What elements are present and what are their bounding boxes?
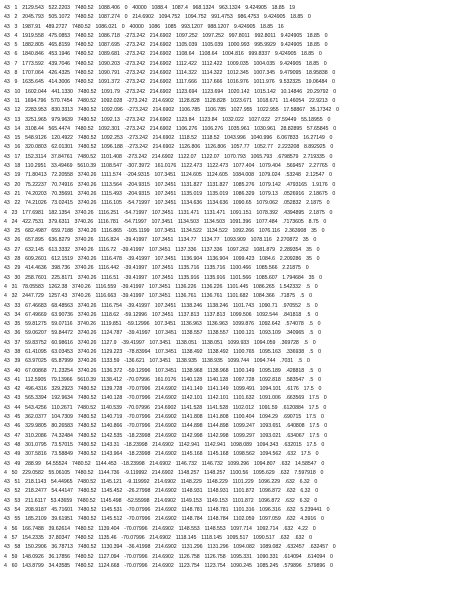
table-row: 43 46 329.9805 80.26583 7480.52 1140.866 -70.07996 214.6902 1144.898 1144.898 1099.247 1093.651 .640808 17.5 0 bbox=[4, 423, 328, 430]
table-row: 43 30 258.7601 225.8171 3740.26 1116.51 -39.41997 107.3451 1135.916 1135.916 1101.566 1085.607 1.794684 35 0 bbox=[4, 274, 323, 281]
table-row: 43 3 1987.91 489.2727 7480.52 1086.021 0 40000 1086 1085 993.1207 988.1207 9.424905 18.85 16 bbox=[4, 23, 284, 30]
table-row: 43 26 657.895 636.8279 3740.26 1116.824 -39.41997 107.3451 1134.77 1134.77 1093.909 1078.116 2.270872 35 0 bbox=[4, 237, 317, 244]
table-row: 43 39 63.97025 65.87999 3740.26 1133.59 -136.621 107.3451 1138.935 1138.935 1099.744 1094.744 .7031 .5 0 bbox=[4, 358, 310, 365]
table-row: 43 54 208.9187 45.71601 7480.52 1145.531 -70.07996 214.6902 1148.781 1148.781 1101.316 1096.316 .632 5.239441 0 bbox=[4, 507, 330, 514]
table-row: 43 38 61.41095 63.03453 3740.26 1129.223 -78.83994 107.3451 1138.492 1138.492 1100.765 1095.163 .336938 .5 0 bbox=[4, 348, 321, 355]
table-row: 43 16 320.0803 62.01301 7480.52 1096.188 -273.242 214.6902 1126.806 1126.806 1057.77 1052.77 2.223208 8.892925 0 bbox=[4, 144, 334, 151]
table-row: 43 37 59.83752 60.98616 3740.26 1127.9 -39.41997 107.3451 1138.051 1138.051 1099.933 1094.059 .369728 .5 0 bbox=[4, 339, 316, 346]
table-row: 43 28 609.2601 612.1519 3740.26 1116.478 -39.41997 107.3451 1136.904 1136.904 1099.423 1084.6 2.209286 35 0 bbox=[4, 256, 320, 263]
table-row: 43 8 1707.064 426.4325 7480.52 1090.791 -273.242 214.6902 1114.322 1114.322 1012.345 1007.345 9.479095 18.95838 0 bbox=[4, 70, 336, 77]
table-row: 43 40 67.00868 71.23254 3740.26 1136.372 -59.12996 107.3451 1138.968 1138.968 1100.149 1095.189 .428818 .5 0 bbox=[4, 367, 321, 374]
table-row: 43 25 682.4987 659.7188 3740.26 1116.865 -105.1199 107.3451 1134.522 1134.522 1092.266 1076.116 2.363908 35 0 bbox=[4, 228, 325, 235]
table-row: 43 4 1919.558 475.0853 7480.52 1086.718 -273.242 214.6902 1097.252 1097.252 997.8011 992.8011 9.424905 18.85 0 bbox=[4, 32, 328, 39]
table-row: 43 53 211.6117 53.43659 7480.52 1145.498 -52.55998 214.6902 1149.153 1149.153 1101.872 1096.872 .632 6.32 0 bbox=[4, 497, 318, 504]
table-row: 43 49 288.99 64.55524 7480.52 1144.453 -18.23998 214.6902 1146.732 1146.732 1099.296 1094.807 .632 14.58547 0 bbox=[4, 460, 325, 467]
table-row: 43 55 185.2109 39.61951 7480.52 1145.512 -70.07996 214.6902 1148.784 1148.784 1102.059 1097.059 .632 4.3916 0 bbox=[4, 516, 324, 523]
table-row: 43 18 110.2951 33.49469 5610.39 1108.547 -307.3972 161.0176 1122.473 1122.473 1077.404 1079.404 .569457 2.27765 0 bbox=[4, 163, 336, 170]
table-row: 43 44 543.4256 110.2671 7480.52 1140.539 -70.07996 214.6902 1141.528 1141.528 1102.012 1091.59 .6120884 17.5 0 bbox=[4, 404, 327, 411]
table-row: 43 35 59.81275 59.07116 3740.26 1119.851 -59.12996 107.3451 1136.963 1136.963 1099.876 1092.642 .574078 .5 0 bbox=[4, 321, 321, 328]
table-row: 43 36 59.06207 59.84472 3740.26 1124.787 -39.41997 107.3451 1138.557 1138.557 1100.121 1093.109 .340965 .5 0 bbox=[4, 330, 321, 337]
table-row: 43 33 67.46683 68.48563 3740.26 1116.754 -39.41997 107.3451 1138.246 1138.246 1101.743 1090.71 .970552 .5 0 bbox=[4, 302, 318, 309]
table-row: 4 50 229.0582 55.06105 7480.52 1144.736 -9.119992 214.6902 1148.257 1148.257 1100.56 1095.629 .632 7.597918 0 bbox=[4, 469, 324, 476]
table-row: 43 22 74.21026 73.02415 3740.26 1116.105 -54.71997 107.3451 1134.636 1134.636 1090.65 1079.062 .052832 2.1875 0 bbox=[4, 200, 330, 207]
table-row: 43 34 67.49669 63.90736 3740.26 1118.62 -59.12996 107.3451 1137.813 1137.813 1099.506 1092.544 .841818 .5 0 bbox=[4, 311, 319, 318]
table-row: 43 10 1602.044 441.1330 7480.52 1091.79 -273.242 214.6902 1123.694 1123.694 1020.142 1015.142 10.14846 20.29792 0 bbox=[4, 88, 337, 95]
table-row: 4 32 2447.729 1257.43 3740.26 1116.663 -39.41997 107.3451 1136.761 1136.761 1101.682 1084.366 .71875 .5 0 bbox=[4, 293, 312, 300]
table-row: 43 19 71.80413 72.20558 3740.26 1111.574 -204.9315 107.3451 1124.605 1124.605 1084.008 1079.024 .53248 2.12547 0 bbox=[4, 172, 333, 179]
table-row: 4 31 78.05583 1262.38 3740.26 1116.559 -39.41997 107.3451 1136.226 1136.226 1101.445 1086.265 1.542332 .5 0 bbox=[4, 283, 318, 290]
table-row: 4 56 166.7488 39.62614 7480.52 1139.404 -70.07996 214.6902 1148.553 1148.553 1097.714 1092.714 .632 4.22 0 bbox=[4, 525, 316, 532]
table-row: 43 58 150.2906 36.78713 7480.52 1130.394 -36.41998 214.6902 1131.296 1131.296 1094.082 1089.082 .632457 .632457 0 bbox=[4, 544, 336, 551]
table-row: 43 6 1840.846 453.1946 7480.52 1089.681 -273.242 214.6902 1108.64 1108.64 1004.816 999.8337 9.424905 18.85 0 bbox=[4, 51, 322, 58]
table-row: 43 20 75.22237 70.74916 3740.26 1113.564 -204.9315 107.3451 1131.827 1131.827 1085.276 1079.142 .4793165 1.9176 0 bbox=[4, 181, 336, 188]
table-row: 4 23 177.6981 182.1354 3740.26 1116.251 -54.71997 107.3451 1131.471 1131.471 1091.151 1078.392 .4394895 2.1875 0 bbox=[4, 209, 333, 216]
table-row: 43 51 218.1143 54.44965 7480.52 1145.121 -9.119992 214.6902 1148.229 1148.229 1101.229 1096.229 .632 6.32 0 bbox=[4, 479, 318, 486]
table-row: 4 60 143.8799 34.43585 7480.52 1124.668 -70.07996 214.6902 1123.754 1123.754 1090.245 1085.245 .579896 .579896 0 bbox=[4, 562, 333, 569]
table-row: 43 49 307.5816 73.58849 7480.52 1143.964 -18.23998 214.6902 1145.168 1145.168 1098.562 1094.562 .632 17.5 0 bbox=[4, 451, 319, 458]
data-table bbox=[4, 4, 461, 571]
table-row: 4 24 422.7531 379.6311 3740.26 1116.781 -54.71997 107.3451 1134.503 1134.503 1091.396 1077.484 .7173605 8.75 0 bbox=[4, 218, 327, 225]
table-row: 4 57 154.2335 37.80347 7480.52 1135.46 -70.07996 214.6902 1118.145 1118.145 1095.517 1090.517 .632 .632 0 bbox=[4, 534, 312, 541]
table-row: 43 21 74.20203 70.35691 3740.26 1115.493 -204.9315 107.3451 1135.019 1135.019 1086.329 1079.13 .0526916 2.18675 0 bbox=[4, 190, 336, 197]
table-row: 43 17 152.3114 37.84761 7480.52 1101.408 -273.242 214.6902 1122.07 1122.07 1070.793 1065.793 .6798579 2.719335 0 bbox=[4, 153, 333, 160]
table-row: 43 13 3251.965 979.9639 7480.52 1092.13 -273.242 214.6902 1123.84 1123.84 1032.022 1027.022 27.59449 55.18955 0 bbox=[4, 116, 331, 123]
table-row: 43 12 2283.953 830.3313 7480.52 1092.096 -273.242 214.6902 1106.785 1106.785 1027.955 1022.955 17.58867 35.17342 0 bbox=[4, 107, 339, 114]
table-row: 43 29 414.4636 398.736 3740.26 1116.442 -39.41997 107.3451 1135.716 1135.716 1100.466 1085.566 2.21875 0 bbox=[4, 265, 309, 272]
table-row: 43 52 218.2477 54.44147 7480.52 1145.452 -26.27998 214.6902 1148.931 1148.931 1101.872 1096.872 .632 6.32 0 bbox=[4, 488, 319, 495]
table-row: 43 14 3108.44 565.4474 7480.52 1092.301 -273.242 214.6902 1106.276 1106.276 1035.961 1030.961 28.82895 57.65845 0 bbox=[4, 125, 337, 132]
table-row: 43 9 1635.645 414.3006 7480.52 1091.372 -273.242 214.6902 1117.666 1117.666 1016.976 1011.976 9.532325 19.06484 0 bbox=[4, 79, 335, 86]
table-row: 43 43 565.3394 192.9634 7480.52 1140.128 -70.07996 214.6902 1142.101 1142.101 1101.632 1091.006 .663569 17.5 0 bbox=[4, 395, 327, 402]
table-row: 43 1 2129.543 522.2203 7480.52 1088.406 0 40000 1088.4 1087.4 968.1324 963.1324 9.424905 18.85 19 bbox=[4, 5, 296, 11]
table-row: 43 41 112.5905 79.13966 5610.39 1138.412 -70.07996 161.0176 1140.128 1140.128 1097.728 1092.818 .583547 .5 0 bbox=[4, 376, 321, 383]
table-row: 4 59 148.0926 36.17856 7480.52 1127.094 -70.07996 214.6902 1126.758 1126.758 1095.331 1090.331 .614094 .614094 0 bbox=[4, 553, 333, 560]
table-row: 43 48 301.0795 73.57015 7480.52 1143.31 -18.23998 214.6902 1142.941 1142.941 1098.089 1094.343 .632015 17.5 0 bbox=[4, 441, 325, 448]
table-row: 43 7 1773.592 439.7046 7480.52 1090.203 -273.242 214.6902 1112.422 1112.422 1009.035 1004.035 9.424905 18.85 0 bbox=[4, 60, 327, 67]
table-row: 43 45 362.0377 104.7309 7480.52 1140.719 -70.07996 214.6902 1141.808 1141.808 1100.404 1094.29 .690715 17.5 0 bbox=[4, 414, 324, 421]
table-row: 43 47 310.2086 74.32484 7480.52 1142.535 -18.23998 214.6902 1142.998 1142.998 1099.297 1093.021 .634067 17.5 0 bbox=[4, 432, 328, 439]
table-row: 43 5 1882.805 465.8159 7480.52 1087.695 -273.242 214.6902 1105.039 1105.039 1000.993 995.9929 9.424905 18.85 0 bbox=[4, 42, 328, 49]
table-row: 43 2 2045.793 505.1072 7480.52 1087.274 0 214.6902 1094.752 1094.752 991.4753 986.4753 9.424905 18.85 0 bbox=[4, 14, 311, 21]
table-row: 43 11 1694.796 570.7454 7480.52 1092.028 -273.242 214.6902 1128.828 1128.828 1023.671 1018.671 11.46054 22.9213 0 bbox=[4, 97, 336, 104]
table-row: 43 42 496.4316 329.2923 7480.52 1139.728 -70.07996 214.6902 1141.149 1141.149 1099.491 1094.101 .6176 17.5 0 bbox=[4, 386, 322, 393]
table-row: 43 27 632.145 613.3332 3740.26 1116.72 -39.41997 107.3451 1137.336 1137.336 1097.262 1081.879 2.289354 35 0 bbox=[4, 246, 320, 253]
table-row: 43 15 548.9126 120.4922 7480.52 1092.253 -273.242 214.6902 1118.52 1118.52 1043.996 1040.996 6.067833 16.27149 0 bbox=[4, 135, 333, 142]
